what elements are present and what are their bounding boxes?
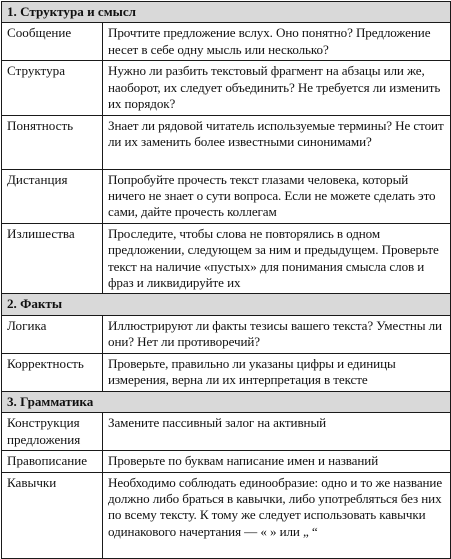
criterion-cell: Корректность — [2, 353, 103, 391]
criterion-cell: Сообщение — [2, 23, 103, 61]
section-title: 1. Структура и смысл — [2, 2, 451, 23]
description-cell: Необходимо соблюдать единообразие: одно и то же название должно либо браться в кавычки, либо употребляться без них по всему тексту. К тому же следует использовать кавычки одинакового начертания — « » или „ “ — [103, 472, 451, 558]
table-row — [2, 413, 451, 451]
table-row — [2, 61, 451, 115]
description-cell: Попробуйте прочесть текст глазами человека, который ничего не знает о сути вопроса. Если не можете сделать это сами, дайте прочесть коллегам — [103, 169, 451, 223]
table-row — [2, 472, 451, 558]
table-row — [2, 353, 451, 391]
table-row — [2, 169, 451, 223]
section-header-row — [2, 2, 451, 23]
table-row — [2, 115, 451, 169]
table-row — [2, 451, 451, 472]
table-row — [2, 315, 451, 353]
criterion-cell: Понятность — [2, 115, 103, 169]
section-header-row — [2, 391, 451, 412]
description-cell: Нужно ли разбить текстовый фрагмент на абзацы или же, наоборот, их следует объединить? Не требуется ли изменить их порядок? — [103, 61, 451, 115]
section-header-row — [2, 294, 451, 315]
description-cell: Прочтите предложение вслух. Оно понятно? Предложение несет в себе одну мысль или несколько? — [103, 23, 451, 61]
criterion-cell: Дистанция — [2, 169, 103, 223]
criterion-cell: Логика — [2, 315, 103, 353]
table-row — [2, 23, 451, 61]
description-cell: Иллюстрируют ли факты тезисы вашего текста? Уместны ли они? Нет ли противоречий? — [103, 315, 451, 353]
criterion-cell: Конструкция предложения — [2, 413, 103, 451]
criterion-cell: Излишества — [2, 223, 103, 294]
description-cell: Проследите, чтобы слова не повторялись в одном предложении, следующем за ним и предыдущем. Проверьте текст на наличие «пустых» для понимания смысла слов и фраз и ликвидируйте их — [103, 223, 451, 294]
description-cell: Проверьте, правильно ли указаны цифры и единицы измерения, верна ли их интерпретация в тексте — [103, 353, 451, 391]
checklist-body — [2, 2, 451, 559]
criterion-cell: Структура — [2, 61, 103, 115]
editing-checklist-table — [1, 1, 451, 559]
description-cell: Проверьте по буквам написание имен и названий — [103, 451, 451, 472]
section-title: 3. Грамматика — [2, 391, 451, 412]
criterion-cell: Правописание — [2, 451, 103, 472]
section-title: 2. Факты — [2, 294, 451, 315]
description-cell: Замените пассивный залог на активный — [103, 413, 451, 451]
criterion-cell: Кавычки — [2, 472, 103, 558]
description-cell: Знает ли рядовой читатель используемые термины? Не стоит ли их заменить более известными синонимами? — [103, 115, 451, 169]
table-row — [2, 223, 451, 294]
